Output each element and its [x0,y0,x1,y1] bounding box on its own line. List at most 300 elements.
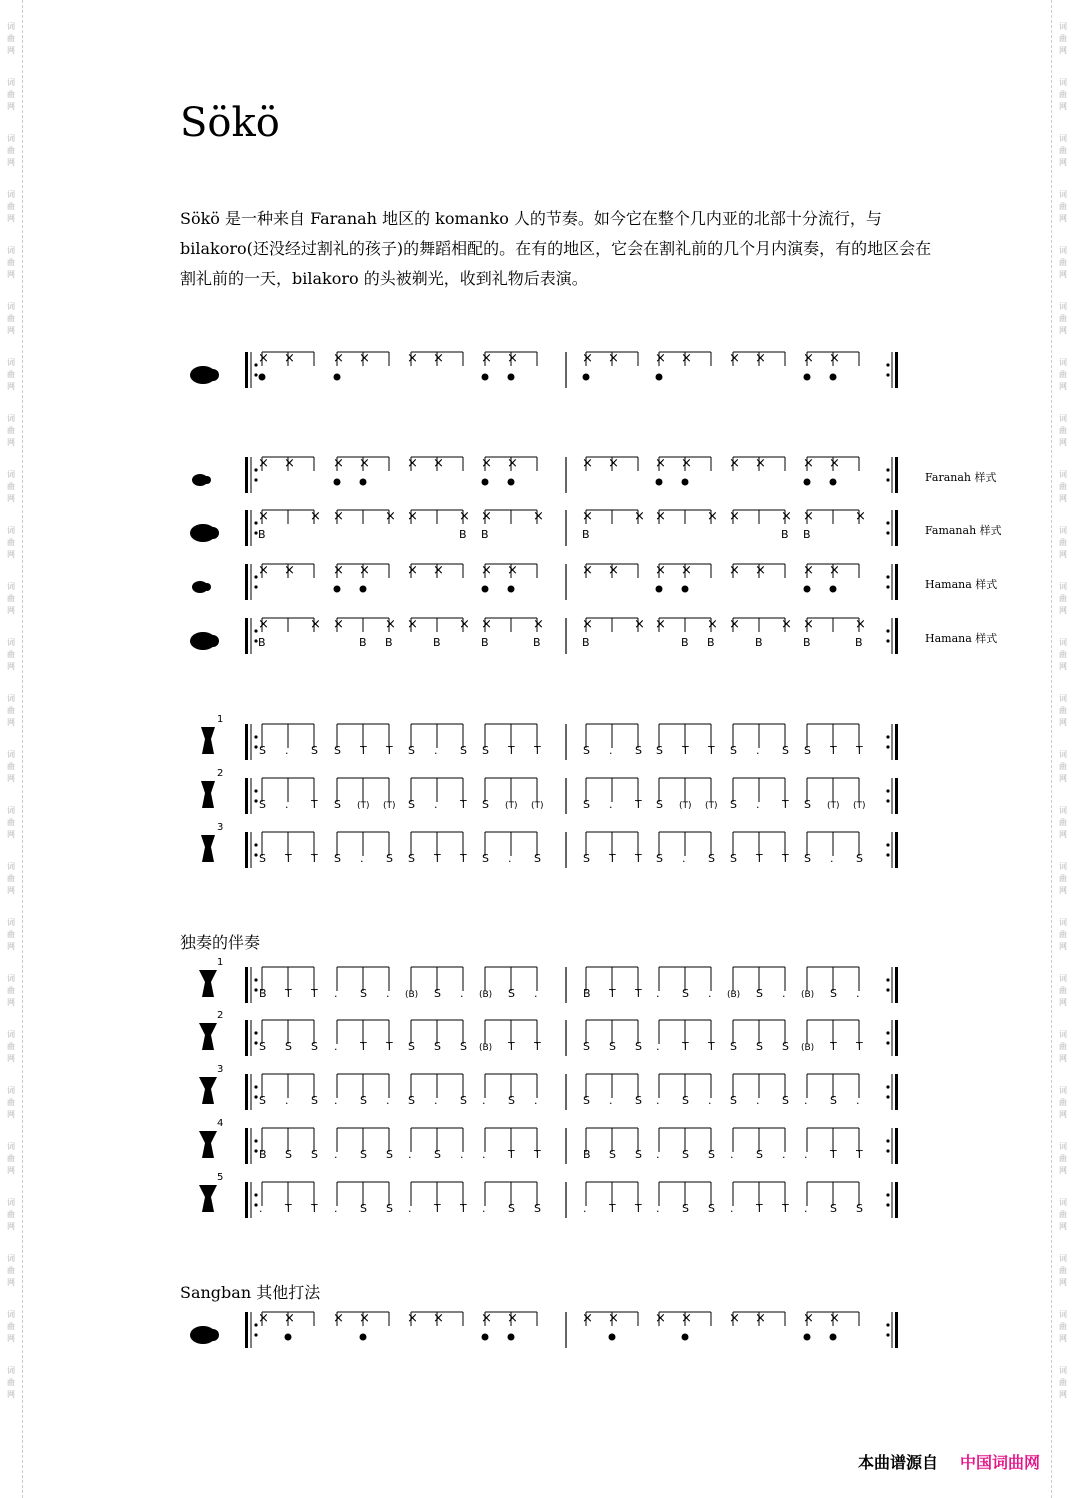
margin-char: 词 [1059,358,1067,367]
drum-stroke [804,374,811,381]
drum-stroke [285,1334,292,1341]
margin-char: 网 [1059,606,1067,615]
djembe-icon [201,835,215,862]
repeat-end-bar [895,778,898,814]
stroke-note: S [782,1040,789,1053]
stroke-note: . [730,1148,734,1161]
bell-stroke: × [829,563,840,578]
stroke-note: . [334,1094,338,1107]
stroke-note: (T) [357,801,370,811]
bass-note: B [481,636,489,649]
stroke-note: S [360,1148,367,1161]
margin-char: 词 [1059,1198,1067,1207]
stroke-note: S [334,744,341,757]
bell-stroke: × [781,617,792,632]
stroke-note: S [708,852,715,865]
stroke-note: . [534,987,538,1000]
margin-char: 词 [1059,1030,1067,1039]
bell-stroke: × [481,509,492,524]
repeat-dot [254,1139,257,1142]
footer-source: 本曲谱源自 [857,1453,938,1472]
bell-stroke: × [582,351,593,366]
stroke-note: (T) [827,801,840,811]
stroke-note: S [259,1040,266,1053]
drum-stroke [830,1334,837,1341]
margin-char: 网 [7,102,15,111]
stroke-note: S [756,987,763,1000]
margin-char: 词 [7,134,15,143]
stroke-note: T [311,852,318,865]
stroke-note: . [334,1040,338,1053]
stroke-note: . [609,744,613,757]
bell-stroke: × [608,456,619,471]
djembe-icon [199,1023,217,1050]
drum-stroke [583,374,590,381]
bell-stroke: × [681,456,692,471]
bell-icon [203,476,211,484]
margin-char: 网 [1059,1166,1067,1175]
pattern-number: 4 [217,1118,224,1129]
bell-stroke: × [582,456,593,471]
margin-char: 词 [7,78,15,87]
bell-stroke: × [407,456,418,471]
drum-stroke [482,479,489,486]
stroke-note: . [360,852,364,865]
stroke-note: S [311,1094,318,1107]
margin-char: 网 [7,1222,15,1231]
repeat-dot [886,799,889,802]
bass-note: B [707,636,715,649]
bell-stroke: × [433,456,444,471]
margin-char: 网 [7,886,15,895]
margin-char: 词 [7,694,15,703]
stroke-note: T [635,987,642,1000]
pattern-number: 1 [217,714,224,725]
stroke-note: S [682,1202,689,1215]
stroke-note: . [782,1148,786,1161]
stroke-note: S [311,744,318,757]
stroke-note: T [635,798,642,811]
bell-stroke: × [729,563,740,578]
bell-stroke: × [385,617,396,632]
stroke-note: S [285,1040,292,1053]
repeat-dot [254,1203,257,1206]
margin-char: 曲 [1059,762,1067,771]
stroke-note: S [434,987,441,1000]
stroke-note: S [730,1040,737,1053]
bell-stroke: × [707,509,718,524]
bell-stroke: × [855,509,866,524]
stroke-note: T [856,1148,863,1161]
bell-stroke: × [681,563,692,578]
margin-char: 词 [7,1254,15,1263]
drum-stroke [482,586,489,593]
stroke-note: T [386,744,393,757]
bell-stroke: × [407,351,418,366]
drum-stroke [830,586,837,593]
stroke-note: S [730,798,737,811]
section-title-solo: 独奏的伴奏 [180,933,261,952]
djembe-icon [199,970,217,997]
bass-note: B [803,636,811,649]
stroke-note: . [434,1094,438,1107]
repeat-dot [886,373,889,376]
stroke-note: T [360,1040,367,1053]
margin-char: 曲 [1059,1322,1067,1331]
margin-char: 词 [7,1030,15,1039]
stroke-note: . [285,798,289,811]
stroke-note: . [708,1094,712,1107]
stroke-note: . [656,1148,660,1161]
stroke-note: . [830,852,834,865]
stroke-note: T [856,1040,863,1053]
stroke-note: S [386,1202,393,1215]
stroke-note: S [259,852,266,865]
margin-char: 网 [7,158,15,167]
margin-char: 网 [7,1278,15,1287]
drum-stroke [508,586,515,593]
stroke-note: . [583,1202,587,1215]
margin-char: 网 [1059,830,1067,839]
bell-icon [207,527,219,539]
stroke-note: T [285,987,292,1000]
repeat-end-bar [895,832,898,868]
stroke-note: S [259,744,266,757]
margin-char: 词 [7,1142,15,1151]
drum-stroke [682,586,689,593]
stroke-note: . [460,987,464,1000]
drum-stroke [360,479,367,486]
stroke-note: S [830,987,837,1000]
stroke-note: . [804,1094,808,1107]
repeat-dot [886,978,889,981]
bell-stroke: × [481,563,492,578]
margin-char: 曲 [7,1098,15,1107]
stroke-note: . [482,1094,486,1107]
stroke-note: S [408,744,415,757]
bell-stroke: × [481,617,492,632]
margin-char: 词 [7,806,15,815]
margin-char: 词 [7,470,15,479]
margin-char: 曲 [1059,34,1067,43]
repeat-dot [886,1149,889,1152]
pattern-number: 3 [217,1064,224,1075]
bell-stroke: × [333,509,344,524]
repeat-dot [886,629,889,632]
margin-char: 网 [1059,382,1067,391]
djembe-icon [201,781,215,808]
margin-char: 词 [1059,134,1067,143]
bell-stroke: × [655,617,666,632]
margin-char: 词 [1059,638,1067,647]
stroke-note: S [583,798,590,811]
bell-stroke: × [855,617,866,632]
stroke-note: S [635,1040,642,1053]
bell-stroke: × [829,351,840,366]
stroke-note: S [856,1202,863,1215]
pattern-number: 5 [217,1172,224,1183]
margin-char: 曲 [1059,650,1067,659]
repeat-start-bar [245,778,248,814]
bell-stroke: × [781,509,792,524]
stroke-note: . [334,1202,338,1215]
margin-char: 网 [7,662,15,671]
margin-char: 网 [7,830,15,839]
stroke-note: S [334,852,341,865]
bell-stroke: × [459,617,470,632]
stroke-note: S [360,1094,367,1107]
pattern-label: Faranah 样式 [925,471,997,484]
repeat-end-bar [895,1074,898,1110]
footer-credit [858,1450,1040,1473]
bell-stroke: × [655,1311,666,1326]
bell-stroke: × [333,456,344,471]
repeat-start-bar [245,510,248,546]
bell-stroke: × [634,617,645,632]
repeat-dot [254,799,257,802]
repeat-dot [254,1095,257,1098]
stroke-note: . [804,1202,808,1215]
stroke-note: S [583,744,590,757]
stroke-note: T [682,1040,689,1053]
pattern-number: 2 [217,1010,224,1021]
repeat-dot [254,735,257,738]
stroke-note: . [682,852,686,865]
bell-stroke: × [507,1311,518,1326]
margin-char: 词 [7,1310,15,1319]
repeat-dot [886,1193,889,1196]
margin-char: 词 [7,302,15,311]
margin-char: 网 [7,1054,15,1063]
stroke-note: S [482,744,489,757]
repeat-end-bar [895,1020,898,1056]
margin-char: 曲 [7,1154,15,1163]
stroke-note: S [804,852,811,865]
stroke-note: T [460,1202,467,1215]
margin-char: 网 [1059,326,1067,335]
stroke-note: B [583,1148,591,1161]
stroke-note: S [460,1040,467,1053]
pattern-label: Hamana 样式 [925,632,998,645]
repeat-dot [254,1193,257,1196]
margin-char: 曲 [1059,146,1067,155]
stroke-note: T [609,1202,616,1215]
drum-stroke [656,586,663,593]
pattern-label: Hamana 样式 [925,578,998,591]
margin-char: 词 [7,526,15,535]
margin-char: 词 [1059,1310,1067,1319]
margin-char: 网 [1059,1110,1067,1119]
bell-stroke: × [655,563,666,578]
drum-stroke [656,374,663,381]
stroke-note: T [508,1148,515,1161]
stroke-note: T [508,1040,515,1053]
repeat-dot [886,789,889,792]
stroke-note: T [311,1202,318,1215]
bell-stroke: × [803,563,814,578]
bell-stroke: × [258,563,269,578]
stroke-note: T [830,744,837,757]
stroke-note: (T) [705,801,718,811]
bell-stroke: × [459,509,470,524]
bell-stroke: × [284,563,295,578]
repeat-dot [886,843,889,846]
stroke-note: S [635,1094,642,1107]
stroke-note: . [656,1094,660,1107]
margin-char: 词 [7,750,15,759]
margin-char: 词 [1059,470,1067,479]
stroke-note: S [534,1202,541,1215]
repeat-dot [886,1139,889,1142]
stroke-note: . [334,987,338,1000]
stroke-note: . [756,744,760,757]
margin-char: 网 [1059,102,1067,111]
margin-char: 词 [1059,190,1067,199]
drum-stroke [508,1334,515,1341]
footer-brand: 中国词曲网 [959,1453,1040,1472]
margin-char: 曲 [7,594,15,603]
margin-char: 词 [1059,1142,1067,1151]
drum-stroke [609,1334,616,1341]
margin-char: 曲 [1059,874,1067,883]
margin-char: 词 [1059,246,1067,255]
stroke-note: B [583,987,591,1000]
margin-char: 曲 [7,202,15,211]
margin-char: 曲 [7,762,15,771]
stroke-note: T [708,744,715,757]
stroke-note: S [508,1202,515,1215]
stroke-note: T [508,744,515,757]
stroke-note: (B) [801,1043,815,1053]
drum-stroke [682,479,689,486]
stroke-note: T [609,852,616,865]
stroke-note: (B) [801,990,815,1000]
repeat-dot [254,1041,257,1044]
stroke-note: S [682,987,689,1000]
margin-char: 词 [1059,974,1067,983]
stroke-note: S [386,1148,393,1161]
bass-note: B [433,636,441,649]
stroke-note: S [830,1094,837,1107]
margin-char: 曲 [1059,930,1067,939]
margin-char: 网 [1059,270,1067,279]
drum-stroke [830,479,837,486]
repeat-start-bar [245,457,248,493]
margin-char: 词 [7,414,15,423]
margin-char: 曲 [1059,1042,1067,1051]
bass-note: B [258,528,266,541]
bell-stroke: × [655,509,666,524]
pattern-number: 3 [217,822,224,833]
stroke-note: S [656,744,663,757]
bell-stroke: × [729,509,740,524]
margin-char: 曲 [7,258,15,267]
repeat-start-bar [245,832,248,868]
intro-paragraph: Sökö 是一种来自 Faranah 地区的 komanko 人的节奏。如今它在整个几内亚的北部十分流行，与 bilakoro(还没经过割礼的孩子)的舞蹈相配的。在有的地区，它会在割礼前的几个月内演奏，有的地区会在割礼前的一天，bilakoro 的头被剃光，收到礼物后表演。 [180,209,932,288]
margin-char: 网 [7,46,15,55]
repeat-dot [254,1333,257,1336]
margin-char: 网 [7,1390,15,1399]
bell-stroke: × [803,1311,814,1326]
bell-stroke: × [829,456,840,471]
stroke-note: S [730,852,737,865]
pattern-number: 2 [217,768,224,779]
stroke-note: T [682,744,689,757]
repeat-dot [886,745,889,748]
bell-stroke: × [507,351,518,366]
stroke-note: . [756,1094,760,1107]
stroke-note: S [285,1148,292,1161]
bass-note: B [681,636,689,649]
stroke-note: S [583,852,590,865]
stroke-note: S [804,744,811,757]
margin-char: 曲 [1059,258,1067,267]
bell-stroke: × [803,509,814,524]
margin-char: 曲 [7,34,15,43]
stroke-note: . [804,1148,808,1161]
repeat-dot [886,478,889,481]
stroke-note: T [460,798,467,811]
stroke-note: . [508,852,512,865]
stroke-note: S [408,798,415,811]
bell-stroke: × [655,351,666,366]
stroke-note: S [408,1040,415,1053]
stroke-note: (T) [383,801,396,811]
margin-char: 曲 [7,314,15,323]
bass-note: B [533,636,541,649]
margin-char: 网 [1059,1390,1067,1399]
repeat-dot [886,1031,889,1034]
repeat-dot [886,1203,889,1206]
bell-stroke: × [310,509,321,524]
stroke-note: T [386,1040,393,1053]
margin-char: 网 [7,550,15,559]
stroke-note: . [609,798,613,811]
margin-char: 词 [7,862,15,871]
stroke-note: . [756,798,760,811]
repeat-dot [886,1333,889,1336]
stroke-note: S [311,1040,318,1053]
stroke-note: (B) [479,990,493,1000]
stroke-note: S [730,744,737,757]
repeat-dot [886,1095,889,1098]
stroke-note: S [259,798,266,811]
margin-char: 曲 [7,1378,15,1387]
stroke-note: T [311,798,318,811]
stroke-note: (T) [853,801,866,811]
stroke-note: S [682,1148,689,1161]
bell-stroke: × [533,617,544,632]
bass-note: B [258,636,266,649]
bell-stroke: × [284,1311,295,1326]
repeat-dot [886,575,889,578]
margin-char: 网 [7,942,15,951]
stroke-note: S [830,1202,837,1215]
stroke-note: . [460,1148,464,1161]
repeat-start-bar [245,1074,248,1110]
stroke-note: . [782,987,786,1000]
bell-icon [207,369,219,381]
margin-char: 网 [1059,998,1067,1007]
margin-char: 词 [7,974,15,983]
bell-stroke: × [359,351,370,366]
stroke-note: (T) [531,801,544,811]
bell-stroke: × [582,617,593,632]
repeat-end-bar [895,564,898,600]
stroke-note: S [756,1040,763,1053]
djembe-icon [199,1077,217,1104]
drum-stroke [804,1334,811,1341]
